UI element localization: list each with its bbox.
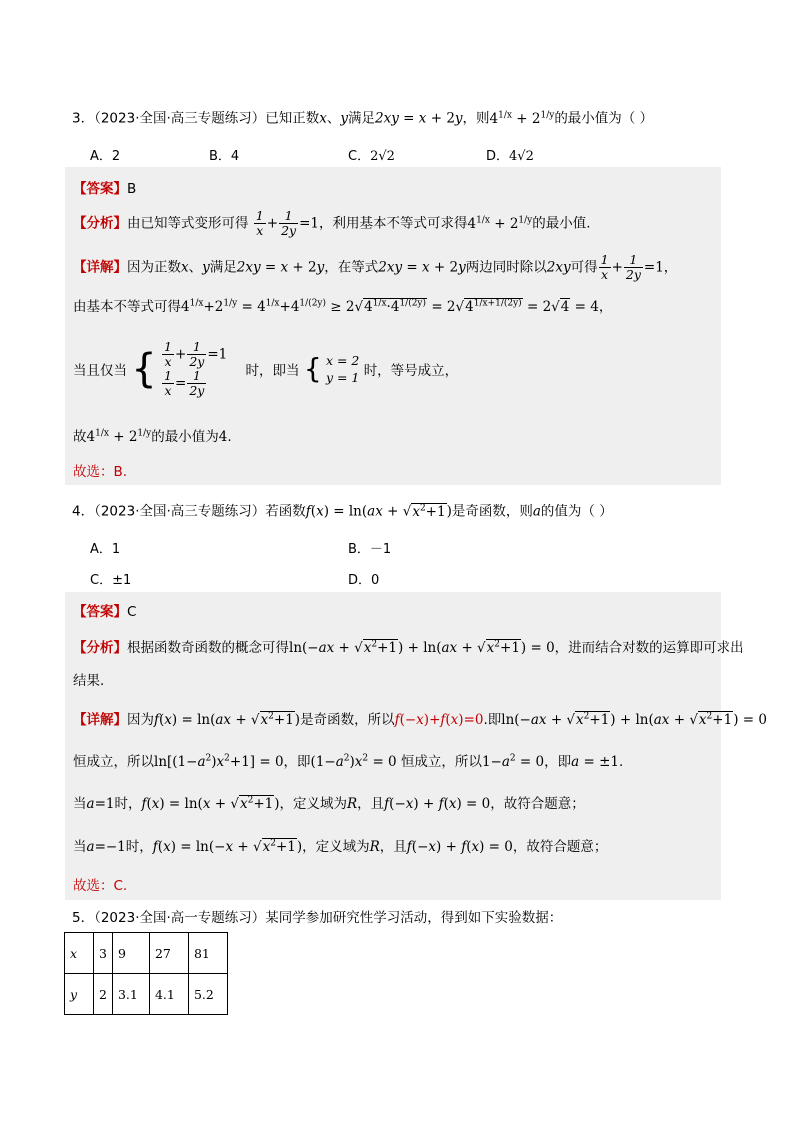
q4-analysis: 【分析】根据函数奇函数的概念可得$\ln(-ax + √x^2+1) + \ln(ax + √x^2+1) = 0$，进而结合对数的运算即可求出 [73, 639, 744, 656]
q4-option-c[interactable]: C．±1 [90, 573, 132, 588]
q4-case-1: 当a=1时，$f(x) = \ln(x + √x^2+1)$，定义域为R，且f(−x) + f(x) = 0，故符合题意； [73, 795, 585, 812]
table-row [65, 974, 228, 1015]
q4-answer: 【答案】C [73, 604, 137, 620]
q4-detail-line2: 恒成立，所以$\ln[(1-a^2)x^2+1] = 0$，即$(1-a^2)x^2 = 0$ 恒成立，所以$1-a^2 = 0$，即a = ±1. [73, 753, 624, 770]
q3-option-b[interactable]: B．4 [209, 149, 240, 164]
table-cell: 3 [94, 933, 113, 974]
q4-choose: 故选：C. [73, 878, 128, 894]
q3-answer: 【答案】B [73, 181, 137, 197]
q4-stem: 4．（2023·全国·高三专题练习）若函数$f(x) = \ln(ax + √x^2+1)$是奇函数，则a的值为（ ） [72, 503, 613, 520]
table-cell: 27 [149, 933, 188, 974]
q4-option-b[interactable]: B．－1 [348, 542, 392, 557]
q4-analysis-cont: 结果. [73, 673, 105, 689]
q3-answer-panel [65, 167, 721, 485]
q3-choose: 故选：B. [73, 464, 128, 480]
table-row [65, 933, 228, 974]
q3-option-d[interactable]: D．4√2 [486, 149, 534, 164]
q3-inequality: 由基本不等式可得$4^{1/x}+2^{1/y} = 4^{1/x}+4^{1/(2y)} \ge 2√4^{1/x}\cdot 4^{1/(2y)} = 2√4^{1/x+1/(2y)} = 2√4 = 4$， [73, 298, 613, 315]
table-cell: 9 [112, 933, 149, 974]
table-cell: 81 [188, 933, 227, 974]
table-cell: 3.1 [112, 974, 149, 1015]
q4-option-a[interactable]: A．1 [90, 542, 121, 557]
table-cell: 2 [94, 974, 113, 1015]
q3-option-a[interactable]: A．2 [90, 149, 121, 164]
q4-case-2: 当a=−1时，$f(x) = \ln(-x + √x^2+1)$，定义域为R，且f(−x) + f(x) = 0，故符合题意； [73, 838, 608, 855]
table-cell: 5.2 [188, 974, 227, 1015]
q4-detail: 【详解】因为$f(x) = \ln(ax + √x^2+1)$是奇函数，所以f(−x)+f(x)=0.即$\ln(-ax + √x^2+1) + \ln(ax + √x^2+1) = 0$ [73, 711, 767, 728]
table-cell: 4.1 [149, 974, 188, 1015]
table-cell-x-label: x [65, 933, 94, 974]
q3-equality-condition: 当且仅当 { $\frac{1}{x}$ + $\frac{1}{2y}$ =1 $\frac{1}{x}$ = $\frac{1}{2y}$ 时，即当 { x = 2 y = 1 时，等号成立， [73, 339, 459, 398]
q3-option-c[interactable]: C．2√2 [348, 149, 395, 164]
q5-stem: 5．（2023·全国·高一专题练习）某同学参加研究性学习活动，得到如下实验数据： [72, 910, 563, 926]
q5-data-table [64, 932, 228, 1015]
table-cell-y-label: y [65, 974, 94, 1015]
q4-option-d[interactable]: D．0 [348, 573, 380, 588]
q3-stem: 3．（2023·全国·高三专题练习）已知正数x、y满足2xy = x + 2y，则$4^{1/x} + 2^{1/y}$的最小值为（ ） [72, 110, 654, 127]
q4-answer-panel [65, 592, 767, 900]
q3-detail: 【详解】因为正数x、y满足2xy = x + 2y，在等式2xy = x + 2y两边同时除以2xy可得 $\frac{1}{x}$ + $\frac{1}{2y}$ =1， [73, 252, 678, 282]
q3-conclusion: 故$4^{1/x} + 2^{1/y}$的最小值为4. [73, 428, 232, 445]
q3-analysis: 【分析】由已知等式变形可得 $\frac{1}{x}$ + $\frac{1}{2y}$ =1，利用基本不等式可求得$4^{1/x} + 2^{1/y}$的最小值. [73, 208, 591, 238]
